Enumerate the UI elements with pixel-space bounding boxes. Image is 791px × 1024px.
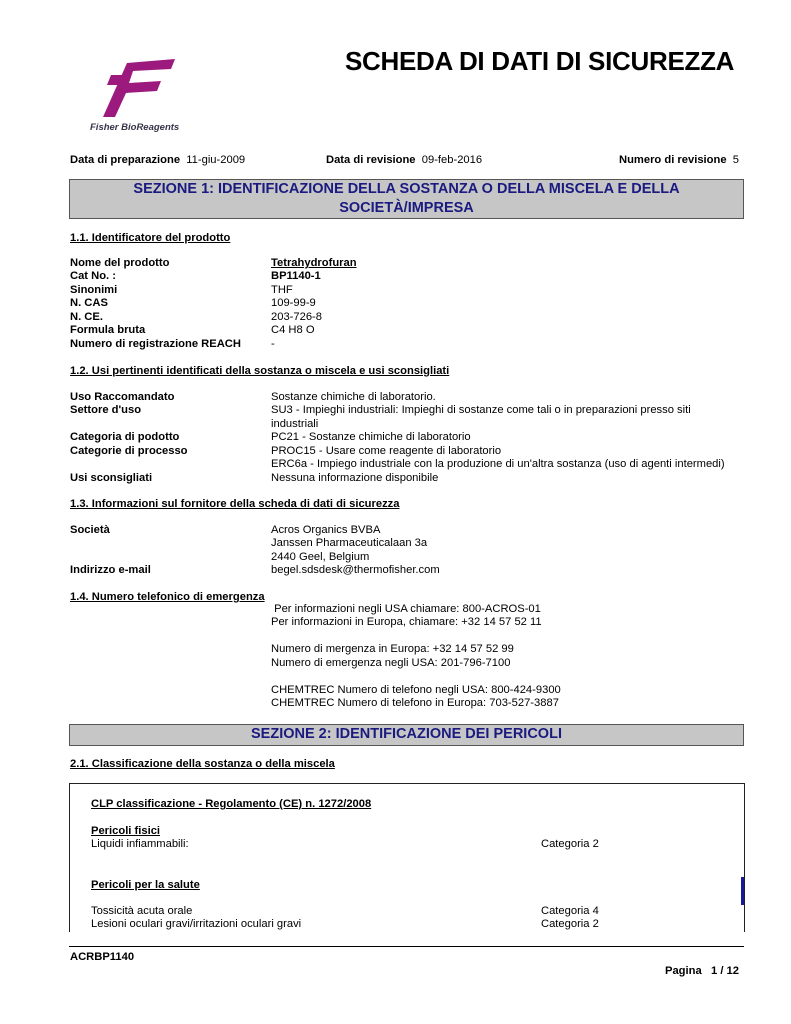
label-cat-no: Cat No. : <box>70 270 116 282</box>
emergency-line-6: CHEMTREC Numero di telefono in Europa: 703-527-3887 <box>271 697 559 709</box>
label-product-category: Categoria di podotto <box>70 431 180 443</box>
value-process-category-line1: PROC15 - Usare come reagente di laboratorio <box>271 445 502 457</box>
revision-date: Data di revisione 09-feb-2016 <box>326 154 483 166</box>
document-title: SCHEDA DI DATI DI SICUREZZA <box>345 46 735 76</box>
section-2-heading: SEZIONE 2: IDENTIFICAZIONE DEI PERICOLI <box>69 724 744 746</box>
value-company-line3: 2440 Geel, Belgium <box>271 551 370 563</box>
label-uses-advised-against: Usi sconsigliati <box>70 472 153 484</box>
value-process-category-line2: ERC6a - Impiego industriale con la produzione di un'altra sostanza (uso di agenti intermedi) <box>271 458 725 470</box>
physical-hazard-item: Liquidi infiammabili: <box>91 838 189 850</box>
subsection-1-3-heading: 1.3. Informazioni sul fornitore della scheda di dati di sicurezza <box>70 498 400 510</box>
label-process-category: Categorie di processo <box>70 445 188 457</box>
emergency-line-3: Numero di mergenza in Europa: +32 14 57 52 99 <box>271 643 514 655</box>
label-product-name: Nome del prodotto <box>70 257 170 269</box>
subsection-1-4-heading: 1.4. Numero telefonico di emergenza <box>70 591 265 603</box>
label-sector: Settore d'uso <box>70 404 142 416</box>
scroll-marker <box>741 877 744 905</box>
value-synonyms: THF <box>271 284 293 296</box>
value-product-name: Tetrahydrofuran <box>271 257 357 269</box>
preparation-date: Data di preparazione 11-giu-2009 <box>70 154 246 166</box>
label-recommended-use: Uso Raccomandato <box>70 391 175 403</box>
value-product-category: PC21 - Sostanze chimiche di laboratorio <box>271 431 471 443</box>
value-cas: 109-99-9 <box>271 297 316 309</box>
health-hazard-category-2: Categoria 2 <box>541 918 599 930</box>
subsection-1-2-heading: 1.2. Usi pertinenti identificati della sostanza o miscela e usi sconsigliati <box>70 365 450 377</box>
health-hazards-heading: Pericoli per la salute <box>91 879 200 891</box>
emergency-line-4: Numero di emergenza negli USA: 201-796-7100 <box>271 657 511 669</box>
revision-number: Numero di revisione 5 <box>619 154 740 166</box>
value-company-line2: Janssen Pharmaceuticalaan 3a <box>271 537 428 549</box>
label-company: Società <box>70 524 110 536</box>
label-formula: Formula bruta <box>70 324 146 336</box>
health-hazard-item-1: Tossicità acuta orale <box>91 905 193 917</box>
label-email: Indirizzo e-mail <box>70 564 151 576</box>
physical-hazard-category: Categoria 2 <box>541 838 599 850</box>
value-ce: 203-726-8 <box>271 311 323 323</box>
health-hazard-category-1: Categoria 4 <box>541 905 599 917</box>
label-ce: N. CE. <box>70 311 103 323</box>
physical-hazards-heading: Pericoli fisici <box>91 825 161 837</box>
label-reach: Numero di registrazione REACH <box>70 338 241 350</box>
section-1-heading: SEZIONE 1: IDENTIFICAZIONE DELLA SOSTANZA O DELLA MISCELA E DELLA SOCIETÀ/IMPRESA <box>69 179 744 219</box>
value-cat-no: BP1140-1 <box>271 270 321 282</box>
logo-text: Fisher BioReagents <box>90 122 180 133</box>
label-synonyms: Sinonimi <box>70 284 118 296</box>
emergency-line-2: Per informazioni in Europa, chiamare: +32 14 57 52 11 <box>271 616 542 628</box>
footer-doc-code: ACRBP1140 <box>70 951 135 963</box>
value-formula: C4 H8 O <box>271 324 315 336</box>
health-hazard-item-2: Lesioni oculari gravi/irritazioni oculari gravi <box>91 918 302 930</box>
value-reach: - <box>271 338 275 350</box>
emergency-line-1: Per informazioni negli USA chiamare: 800-ACROS-01 <box>271 603 541 615</box>
value-company-line1: Acros Organics BVBA <box>271 524 381 536</box>
footer-page-number: Pagina 1 / 12 <box>665 965 740 977</box>
value-sector-line1: SU3 - Impieghi industriali: Impieghi di sostanze come tali o in preparazioni presso siti <box>271 404 691 416</box>
value-uses-advised-against: Nessuna informazione disponibile <box>271 472 439 484</box>
clp-title: CLP classificazione - Regolamento (CE) n. 1272/2008 <box>91 798 372 810</box>
emergency-line-5: CHEMTREC Numero di telefono negli USA: 800-424-9300 <box>271 684 561 696</box>
subsection-2-1-heading: 2.1. Classificazione della sostanza o della miscela <box>70 758 335 770</box>
subsection-1-1-heading: 1.1. Identificatore del prodotto <box>70 232 231 244</box>
value-email: begel.sdsdesk@thermofisher.com <box>271 564 440 576</box>
value-sector-line2: industriali <box>271 418 319 430</box>
value-recommended-use: Sostanze chimiche di laboratorio. <box>271 391 436 403</box>
label-cas: N. CAS <box>70 297 108 309</box>
footer-divider <box>69 946 744 947</box>
